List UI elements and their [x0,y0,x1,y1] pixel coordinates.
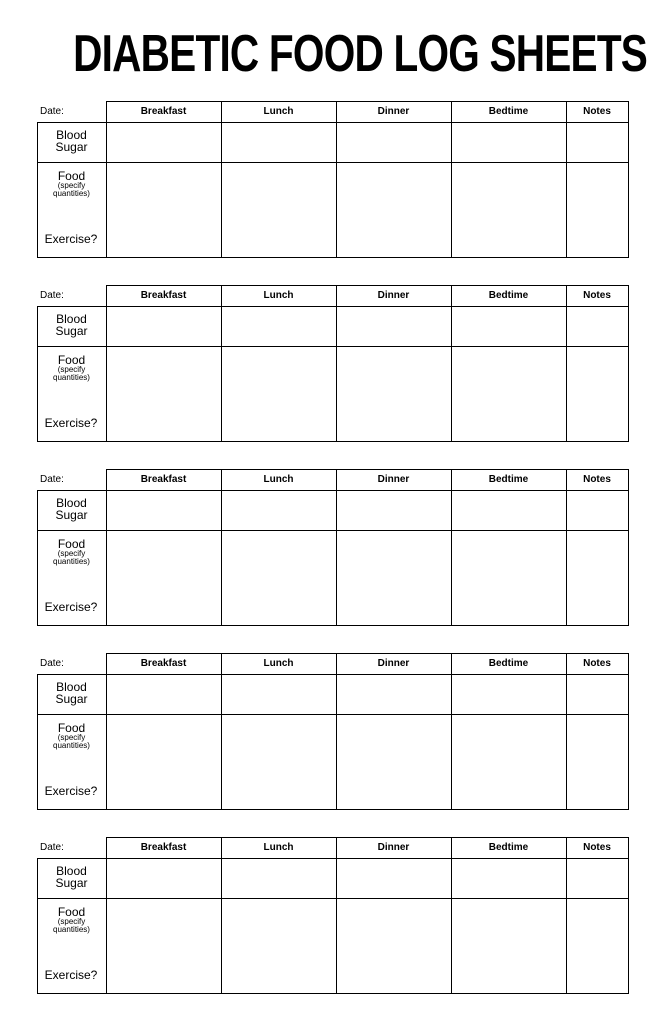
blood-sugar-label-line1: Blood [56,312,87,326]
column-header-bedtime: Bedtime [488,106,529,117]
column-header-breakfast: Breakfast [140,842,187,853]
column-header-dinner: Dinner [377,842,410,853]
food-dinner-cell[interactable] [337,347,450,440]
food-lunch-cell[interactable] [222,347,335,440]
exercise-label: Exercise? [44,968,98,982]
column-header-notes: Notes [583,658,611,669]
food-label-sub1: (specify [57,181,86,190]
blood-sugar-lunch-cell[interactable] [222,675,335,713]
food-label [37,906,106,934]
blood-sugar-label-line1: Blood [56,680,87,694]
blood-sugar-dinner-cell[interactable] [337,675,450,713]
blood-sugar-label-line2: Sugar [55,324,88,338]
food-label-title: Food [57,537,86,551]
blood-sugar-label [37,313,106,337]
column-header-notes: Notes [583,474,611,485]
food-label-title: Food [57,905,86,919]
log-sheet [37,101,628,257]
food-lunch-cell[interactable] [222,531,335,624]
grid-line [628,653,629,810]
blood-sugar-bedtime-cell[interactable] [452,859,565,897]
blood-sugar-notes-cell[interactable] [567,491,627,529]
column-header-breakfast: Breakfast [140,290,187,301]
food-label-sub2: quantities) [53,557,90,566]
blood-sugar-notes-cell[interactable] [567,859,627,897]
food-breakfast-cell[interactable] [107,531,220,624]
page-title: DIABETIC FOOD LOG SHEETS [73,25,648,83]
date-label: Date: [40,290,64,301]
grid-line [37,809,629,810]
blood-sugar-dinner-cell[interactable] [337,859,450,897]
blood-sugar-label-line2: Sugar [55,876,88,890]
blood-sugar-label [37,497,106,521]
blood-sugar-label-line1: Blood [56,128,87,142]
blood-sugar-label-line2: Sugar [55,140,88,154]
column-header-notes: Notes [583,842,611,853]
food-label-title: Food [57,721,86,735]
log-sheet [37,837,628,993]
blood-sugar-breakfast-cell[interactable] [107,859,220,897]
grid-line [37,441,629,442]
blood-sugar-notes-cell[interactable] [567,123,627,161]
column-header-dinner: Dinner [377,106,410,117]
date-label: Date: [40,658,64,669]
column-header-lunch: Lunch [263,474,294,485]
log-sheet [37,653,628,809]
food-dinner-cell[interactable] [337,899,450,992]
food-bedtime-cell[interactable] [452,899,565,992]
blood-sugar-label-line2: Sugar [55,692,88,706]
blood-sugar-label-line1: Blood [56,864,87,878]
blood-sugar-label [37,865,106,889]
grid-line [37,993,629,994]
blood-sugar-lunch-cell[interactable] [222,307,335,345]
exercise-label: Exercise? [44,232,98,246]
exercise-label: Exercise? [44,600,98,614]
blood-sugar-notes-cell[interactable] [567,307,627,345]
blood-sugar-dinner-cell[interactable] [337,491,450,529]
food-label [37,722,106,750]
food-lunch-cell[interactable] [222,715,335,808]
grid-line [628,285,629,442]
grid-line [106,837,629,838]
blood-sugar-label [37,129,106,153]
column-header-dinner: Dinner [377,474,410,485]
food-label-title: Food [57,353,86,367]
food-dinner-cell[interactable] [337,531,450,624]
blood-sugar-lunch-cell[interactable] [222,123,335,161]
column-header-lunch: Lunch [263,842,294,853]
log-sheet [37,285,628,441]
blood-sugar-breakfast-cell[interactable] [107,675,220,713]
column-header-breakfast: Breakfast [140,474,187,485]
food-lunch-cell[interactable] [222,899,335,992]
food-label-title: Food [57,169,86,183]
grid-line [106,101,629,102]
food-label-sub1: (specify [57,917,86,926]
blood-sugar-dinner-cell[interactable] [337,307,450,345]
food-notes-cell[interactable] [567,715,627,808]
blood-sugar-bedtime-cell[interactable] [452,123,565,161]
grid-line [37,625,629,626]
food-notes-cell[interactable] [567,163,627,256]
grid-line [106,653,629,654]
grid-line [628,469,629,626]
blood-sugar-notes-cell[interactable] [567,675,627,713]
column-header-lunch: Lunch [263,290,294,301]
food-label-sub1: (specify [57,365,86,374]
food-breakfast-cell[interactable] [107,899,220,992]
column-header-breakfast: Breakfast [140,658,187,669]
column-header-bedtime: Bedtime [488,290,529,301]
food-label [37,170,106,198]
column-header-dinner: Dinner [377,290,410,301]
blood-sugar-lunch-cell[interactable] [222,859,335,897]
grid-line [628,101,629,258]
column-header-breakfast: Breakfast [140,106,187,117]
log-sheet [37,469,628,625]
column-header-lunch: Lunch [263,106,294,117]
blood-sugar-label [37,681,106,705]
food-bedtime-cell[interactable] [452,531,565,624]
food-label-sub1: (specify [57,733,86,742]
food-dinner-cell[interactable] [337,163,450,256]
date-label: Date: [40,842,64,853]
food-label [37,354,106,382]
exercise-label: Exercise? [44,416,98,430]
food-bedtime-cell[interactable] [452,715,565,808]
food-breakfast-cell[interactable] [107,715,220,808]
food-breakfast-cell[interactable] [107,163,220,256]
grid-line [106,469,629,470]
food-dinner-cell[interactable] [337,715,450,808]
date-label: Date: [40,474,64,485]
blood-sugar-label-line1: Blood [56,496,87,510]
food-lunch-cell[interactable] [222,163,335,256]
food-bedtime-cell[interactable] [452,347,565,440]
exercise-label: Exercise? [44,784,98,798]
food-label-sub2: quantities) [53,189,90,198]
date-label: Date: [40,106,64,117]
food-notes-cell[interactable] [567,531,627,624]
column-header-bedtime: Bedtime [488,842,529,853]
column-header-lunch: Lunch [263,658,294,669]
food-notes-cell[interactable] [567,899,627,992]
food-notes-cell[interactable] [567,347,627,440]
grid-line [106,285,629,286]
column-header-notes: Notes [583,106,611,117]
food-label [37,538,106,566]
column-header-dinner: Dinner [377,658,410,669]
grid-line [37,257,629,258]
food-bedtime-cell[interactable] [452,163,565,256]
blood-sugar-breakfast-cell[interactable] [107,123,220,161]
food-label-sub2: quantities) [53,925,90,934]
blood-sugar-dinner-cell[interactable] [337,123,450,161]
grid-line [628,837,629,994]
column-header-bedtime: Bedtime [488,474,529,485]
blood-sugar-breakfast-cell[interactable] [107,491,220,529]
food-label-sub1: (specify [57,549,86,558]
column-header-bedtime: Bedtime [488,658,529,669]
food-label-sub2: quantities) [53,741,90,750]
blood-sugar-bedtime-cell[interactable] [452,307,565,345]
blood-sugar-lunch-cell[interactable] [222,491,335,529]
blood-sugar-breakfast-cell[interactable] [107,307,220,345]
blood-sugar-bedtime-cell[interactable] [452,675,565,713]
blood-sugar-label-line2: Sugar [55,508,88,522]
food-breakfast-cell[interactable] [107,347,220,440]
blood-sugar-bedtime-cell[interactable] [452,491,565,529]
column-header-notes: Notes [583,290,611,301]
food-label-sub2: quantities) [53,373,90,382]
